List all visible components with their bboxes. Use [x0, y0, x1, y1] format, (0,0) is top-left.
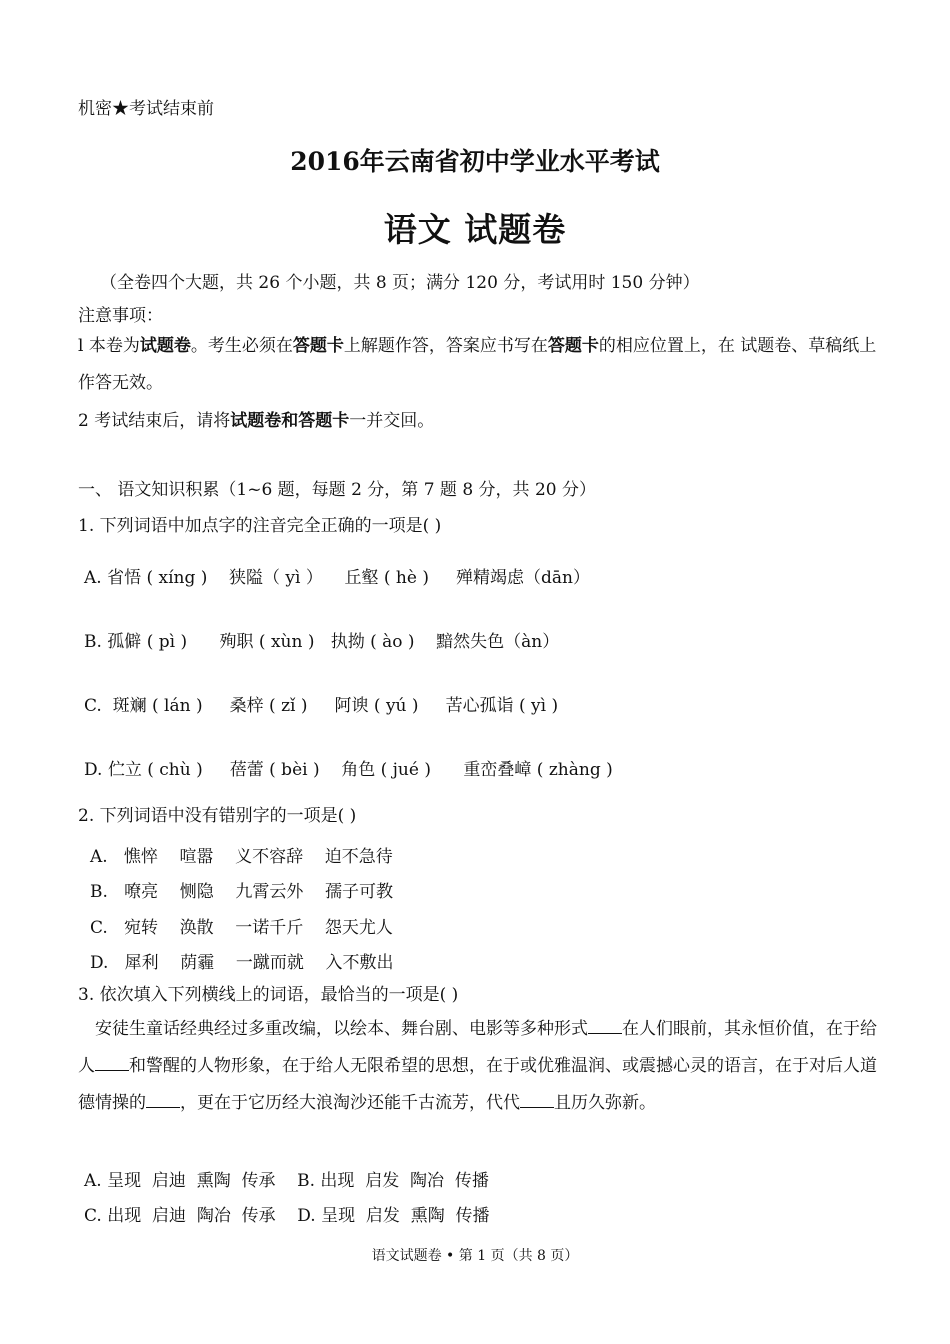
question-1-stem: 1. 下列词语中加点字的注音完全正确的一项是( ) [78, 516, 442, 536]
question-1-option-b: B. 孤僻 ( pì ) 殉职 ( xùn ) 执拗 ( ào ) 黯然失色（àn） [84, 632, 560, 652]
passage-text: ，更在于它历经大浪淘沙还能千古流芳，代代 [180, 1093, 520, 1113]
notice-text: 一并交回。 [349, 411, 435, 431]
exam-title: 2016年云南省初中学业水平考试 [290, 147, 660, 176]
notice-item-1 [78, 328, 878, 402]
question-2-option-b: B. 嘹亮 恻隐 九霄云外 孺子可教 [90, 882, 393, 902]
notice-text: l 本卷为 [78, 336, 140, 356]
paper-subtitle: 语文 试题卷 [383, 210, 567, 249]
notice-bold-text: 答题卡 [292, 336, 344, 356]
passage-text: 安徒生童话经典经过多重改编，以绘本、舞台剧、电影等多种形式 [95, 1019, 588, 1039]
question-1-option-c: C. 斑斓 ( lán ) 桑梓 ( zǐ ) 阿谀 ( yú ) 苦心孤诣 ( yì ) [84, 696, 559, 716]
fill-blank [588, 1017, 622, 1034]
notice-text: 的相应位置上，在 试题卷、草稿纸上作答无效。 [78, 336, 877, 393]
exam-intro: （全卷四个大题，共 26 个小题，共 8 页；满分 120 分，考试用时 150 分钟） [100, 273, 700, 293]
passage-text: 且历久弥新。 [554, 1093, 656, 1113]
question-3-options-row-2: C. 出现 启迪 陶冶 传承 D. 呈现 启发 熏陶 传播 [84, 1206, 490, 1226]
question-3-stem: 3. 依次填入下列横线上的词语，最恰当的一项是( ) [78, 985, 459, 1005]
notice-bold-text: 答题卡 [547, 336, 599, 356]
question-2-stem: 2. 下列词语中没有错别字的一项是( ) [78, 806, 357, 826]
notice-text: 2 考试结束后，请将 [78, 411, 231, 431]
fill-blank [95, 1054, 129, 1071]
notice-text: 上解题作答，答案应书写在 [343, 336, 548, 356]
question-3-passage [78, 1011, 878, 1122]
fill-blank [146, 1091, 180, 1108]
question-2-option-c: C. 宛转 涣散 一诺千斤 怨天尤人 [90, 918, 393, 938]
question-2-option-a: A. 憔悴 喧嚣 义不容辞 迫不急待 [90, 847, 393, 867]
passage-text: 和警醒的人物形象，在于给人无限希望的思想，在于或优雅温润、或震撼心灵的语言，在于对后人道德情操的 [78, 1056, 877, 1113]
question-1-option-d: D. 伫立 ( chù ) 蓓蕾 ( bèi ) 角色 ( jué ) 重峦叠嶂 ( zhàng ) [84, 760, 613, 780]
question-1-option-a: A. 省悟 ( xíng ) 狭隘（ yì ） 丘壑 ( hè ) 殚精竭虑（dān） [84, 568, 590, 588]
question-2-option-d: D. 犀利 荫霾 一蹴而就 入不敷出 [90, 953, 394, 973]
notice-bold-text: 试题卷和答题卡 [230, 411, 350, 431]
fill-blank [520, 1091, 554, 1108]
passage-text: 在人们眼前，其永恒价值，在于给人 [78, 1019, 877, 1076]
notice-item-2 [78, 410, 434, 432]
page-footer: 语文试题卷 • 第 1 页（共 8 页） [371, 1248, 579, 1264]
notice-bold-text: 试题卷 [139, 336, 191, 356]
notice-text: 。考生必须在 [190, 336, 293, 356]
question-3-options-row-1: A. 呈现 启迪 熏陶 传承 B. 出现 启发 陶冶 传播 [84, 1171, 489, 1191]
notice-heading: 注意事项： [78, 306, 163, 326]
section-heading: 一、 语文知识积累（1~6 题，每题 2 分，第 7 题 8 分，共 20 分） [78, 480, 596, 500]
confidential-label: 机密★考试结束前 [78, 99, 214, 119]
